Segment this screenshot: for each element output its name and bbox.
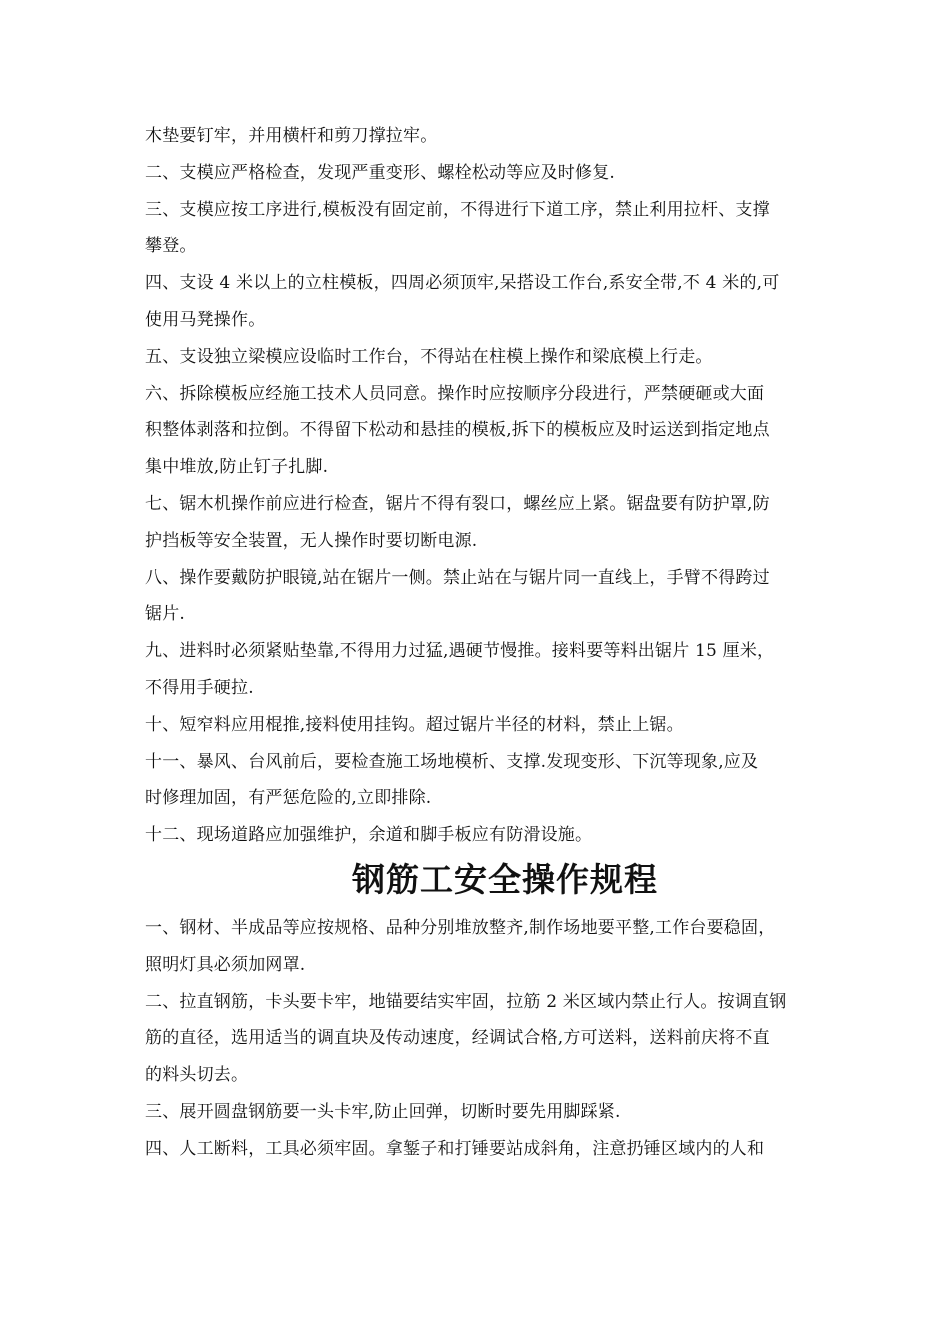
text-line: 十二、现场道路应加强维护，余道和脚手板应有防滑设施。 bbox=[145, 825, 593, 846]
text-line: 十一、暴风、台风前后，要检查施工场地模析、支撑.发现变形、下沉等现象,应及 bbox=[145, 751, 759, 772]
section-formwork-rules bbox=[145, 118, 865, 854]
text-line: 木垫要钉牢，并用横杆和剪刀撑拉牢。 bbox=[145, 126, 438, 146]
text-line: 十、短窄料应用棍推,接料使用挂钩。超过锯片半径的材料，禁止上锯。 bbox=[145, 714, 684, 735]
section-title: 钢筋工安全操作规程 bbox=[352, 859, 658, 899]
text-line: 五、支设独立梁模应设临时工作台，不得站在柱模上操作和梁底模上行走。 bbox=[145, 346, 713, 367]
section-rebar-rules bbox=[145, 910, 865, 1168]
text-line: 三、支模应按工序进行,模板没有固定前，不得进行下道工序，禁止利用拉杆、支撑 bbox=[145, 199, 770, 220]
document-body bbox=[145, 118, 865, 1168]
text-line: 积整体剥落和拉倒。不得留下松动和悬挂的模板,拆下的模板应及时运送到指定地点 bbox=[145, 420, 770, 441]
text-line: 锯片. bbox=[145, 604, 186, 625]
text-line: 的料头切去。 bbox=[145, 1065, 249, 1086]
text-line: 集中堆放,防止钉子扎脚. bbox=[145, 457, 329, 478]
text-line: 八、操作要戴防护眼镜,站在锯片一侧。禁止站在与锯片同一直线上，手臂不得跨过 bbox=[145, 567, 770, 588]
text-line: 三、展开圆盘钢筋要一头卡牢,防止回弹，切断时要先用脚踩紧. bbox=[145, 1101, 621, 1122]
text-line: 六、拆除模板应经施工技术人员同意。操作时应按顺序分段进行，严禁硬砸或大面 bbox=[145, 383, 765, 404]
text-line: 照明灯具必须加网罩. bbox=[145, 954, 306, 975]
text-line: 筋的直径，选用适当的调直块及传动速度，经调试合格,方可送料，送料前庆将不直 bbox=[145, 1028, 770, 1049]
text-line: 护挡板等安全装置，无人操作时要切断电源. bbox=[145, 530, 478, 551]
text-line: 攀登。 bbox=[145, 236, 197, 257]
text-line: 二、支模应严格检查，发现严重变形、螺栓松动等应及时修复. bbox=[145, 162, 616, 183]
text-line: 一、钢材、半成品等应按规格、品种分别堆放整齐,制作场地要平整,工作台要稳固， bbox=[145, 917, 776, 938]
text-line: 四、支设 4 米以上的立柱模板，四周必须顶牢,呆搭设工作台,系安全带,不 4 米的,可 bbox=[145, 273, 780, 294]
text-line: 时修理加固，有严惩危险的,立即排除. bbox=[145, 788, 432, 809]
text-line: 使用马凳操作。 bbox=[145, 309, 266, 330]
text-line: 九、进料时必须紧贴垫靠,不得用力过猛,遇硬节慢推。接料要等料出锯片 15 厘米， bbox=[145, 641, 775, 662]
text-line: 二、拉直钢筋，卡头要卡牢，地锚要结实牢固，拉筋 2 米区域内禁止行人。按调直钢 bbox=[145, 991, 787, 1012]
text-line: 不得用手硬拉. bbox=[145, 677, 254, 698]
text-line: 四、人工断料，工具必须牢固。拿錾子和打锤要站成斜角，注意扔锤区域内的人和 bbox=[145, 1138, 765, 1159]
text-line: 七、锯木机操作前应进行检查，锯片不得有裂口，螺丝应上紧。锯盘要有防护罩,防 bbox=[145, 493, 770, 514]
